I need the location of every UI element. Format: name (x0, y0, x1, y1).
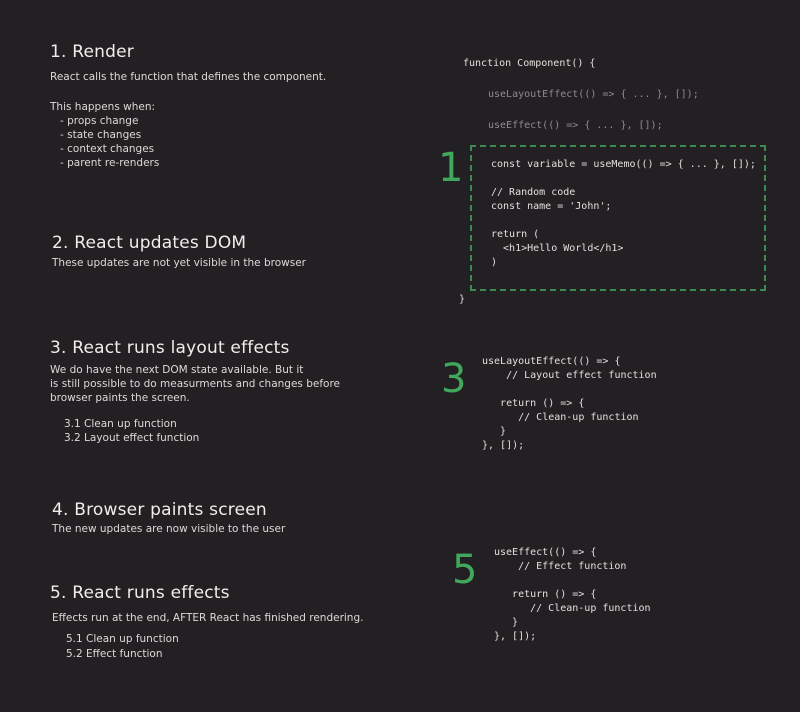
code-line: return () => { (482, 398, 585, 409)
step-1-desc: React calls the function that defines the component. (50, 71, 327, 83)
code-component-open: function Component() { (463, 58, 596, 69)
step-1-when-item: - state changes (60, 129, 142, 141)
step-5-item: 5.2 Effect function (66, 648, 163, 660)
code-line: const name = 'John'; (491, 201, 612, 212)
step-4-desc: The new updates are now visible to the user (52, 523, 286, 535)
step-1-when-item: - context changes (60, 143, 155, 155)
code-line: }, []); (494, 631, 537, 642)
code-line: ) (491, 257, 498, 268)
marker-3: 3 (441, 356, 467, 402)
code-line: // Clean-up function (494, 603, 651, 614)
code-layout-effect-block (482, 355, 657, 453)
code-use-effect: useEffect(() => { ... }, []); (488, 120, 663, 131)
step-1-when-item: - parent re-renders (60, 157, 160, 169)
code-line: <h1>Hello World</h1> (491, 243, 624, 254)
code-line: const variable = useMemo(() => { ... }, []); (491, 159, 756, 170)
code-line: // Random code (491, 187, 576, 198)
step-3-title: 3. React runs layout effects (50, 338, 290, 358)
code-effect-block (494, 546, 651, 644)
marker-1: 1 (438, 145, 464, 191)
step-5-item: 5.1 Clean up function (66, 633, 179, 645)
code-line: } (494, 617, 519, 628)
step-1-when-item: - props change (60, 115, 139, 127)
step-4-title: 4. Browser paints screen (52, 500, 267, 520)
marker-5: 5 (452, 547, 478, 593)
code-render-block (491, 158, 756, 270)
step-5-desc: Effects run at the end, AFTER React has finished rendering. (52, 612, 364, 624)
code-line: return ( (491, 229, 540, 240)
code-component-close: } (459, 294, 466, 305)
code-line: // Effect function (494, 561, 627, 572)
step-3-item: 3.1 Clean up function (64, 418, 177, 430)
code-line: }, []); (482, 440, 525, 451)
code-line: // Clean-up function (482, 412, 639, 423)
step-2-desc: These updates are not yet visible in the browser (52, 257, 306, 269)
step-3-desc-line: browser paints the screen. (50, 392, 190, 404)
code-line: useLayoutEffect(() => { (482, 356, 621, 367)
step-2-title: 2. React updates DOM (52, 233, 247, 253)
step-1-when-label: This happens when: (50, 101, 156, 113)
step-3-desc-line: We do have the next DOM state available. But it (50, 364, 304, 376)
step-3-item: 3.2 Layout effect function (64, 432, 200, 444)
code-line: // Layout effect function (482, 370, 657, 381)
code-line: } (482, 426, 507, 437)
step-1-title: 1. Render (50, 42, 134, 62)
code-line: return () => { (494, 589, 597, 600)
step-5-title: 5. React runs effects (50, 583, 230, 603)
code-line: useEffect(() => { (494, 547, 597, 558)
step-3-desc-line: is still possible to do measurments and changes before (50, 378, 341, 390)
code-use-layout-effect: useLayoutEffect(() => { ... }, []); (488, 89, 699, 100)
